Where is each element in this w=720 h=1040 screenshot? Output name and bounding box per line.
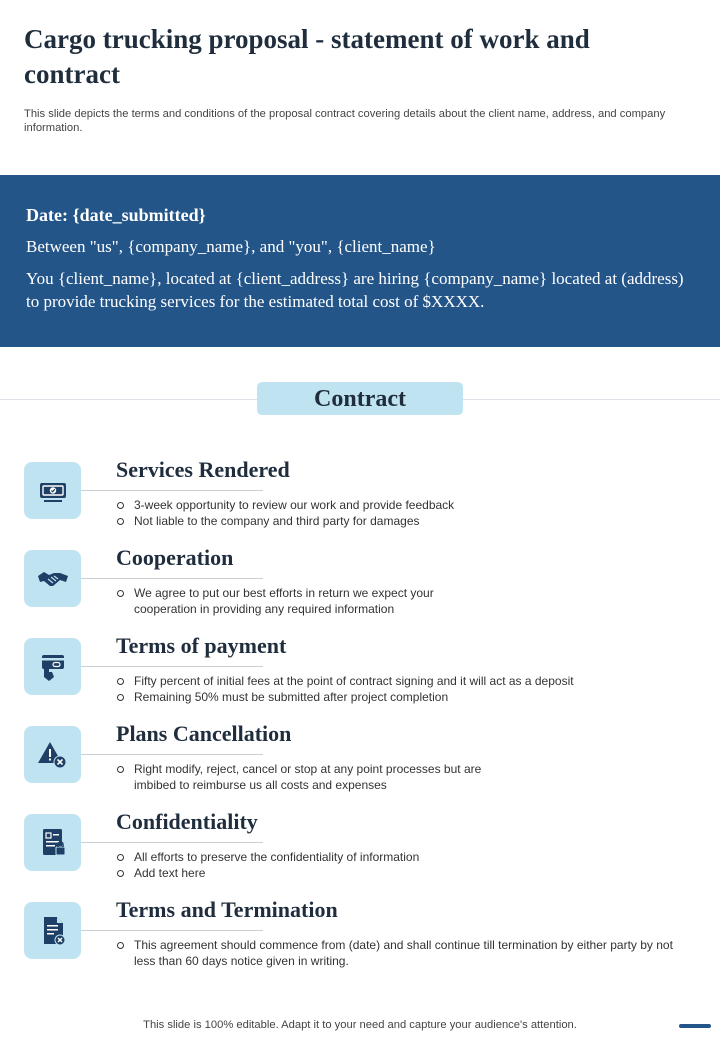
section-plans-cancellation [0,721,720,814]
list-item: Add text here [116,865,696,881]
section-services-rendered [0,457,720,550]
section-underline [81,490,263,491]
section-terms-and-termination [0,897,720,990]
list-item: Remaining 50% must be submitted after project completion [116,689,696,705]
section-underline [81,666,263,667]
section-underline [81,842,263,843]
section-title: Terms of payment [116,633,287,658]
page-title: Cargo trucking proposal - statement of work and contract [24,24,590,89]
contract-banner [0,175,720,347]
card-payment-icon [24,638,81,695]
section-bullets [116,497,696,529]
section-underline [81,578,263,579]
section-title: Cooperation [116,545,234,570]
warning-cancel-icon [24,726,81,783]
parties-line: Between "us", {company_name}, and "you", {client_name} [26,237,436,256]
section-bullets [116,673,696,705]
list-item: Not liable to the company and third party for damages [116,513,696,529]
section-bullets [116,585,476,617]
section-title: Terms and Termination [116,897,338,922]
money-check-icon [24,462,81,519]
page-subtitle: This slide depicts the terms and conditions of the proposal contract covering details about the client name, address, and company information. [24,108,666,134]
list-item: Fifty percent of initial fees at the point of contract signing and it will act as a deposit [116,673,696,689]
list-item: This agreement should commence from (date) and shall continue till termination by either party by not less than 60 days notice given in writing. [116,937,676,969]
document-cancel-icon [24,902,81,959]
date-line: Date: {date_submitted} [26,205,206,225]
section-underline [81,754,263,755]
list-item: All efforts to preserve the confidentiality of information [116,849,696,865]
section-bullets [116,937,676,969]
list-item: Right modify, reject, cancel or stop at any point processes but are imbibed to reimburse us all costs and expenses [116,761,506,793]
section-title: Services Rendered [116,457,290,482]
handshake-icon [24,550,81,607]
list-item: We agree to put our best efforts in return we expect your cooperation in providing any required information [116,585,476,617]
section-title: Plans Cancellation [116,721,292,746]
contract-heading: Contract [257,382,463,415]
contract-description: You {client_name}, located at {client_address} are hiring {company_name} located at (address) to provide trucking services for the estimated total cost of $XXXX. [26,269,684,311]
section-confidentiality [0,809,720,902]
section-terms-of-payment [0,633,720,726]
locked-document-icon [24,814,81,871]
section-bullets [116,761,506,793]
section-cooperation [0,545,720,638]
list-item: 3-week opportunity to review our work and provide feedback [116,497,696,513]
section-underline [81,930,263,931]
footer-accent-bar [679,1024,711,1028]
section-title: Confidentiality [116,809,258,834]
section-bullets [116,849,696,881]
footer-note: This slide is 100% editable. Adapt it to your need and capture your audience's attention. [143,1019,577,1031]
